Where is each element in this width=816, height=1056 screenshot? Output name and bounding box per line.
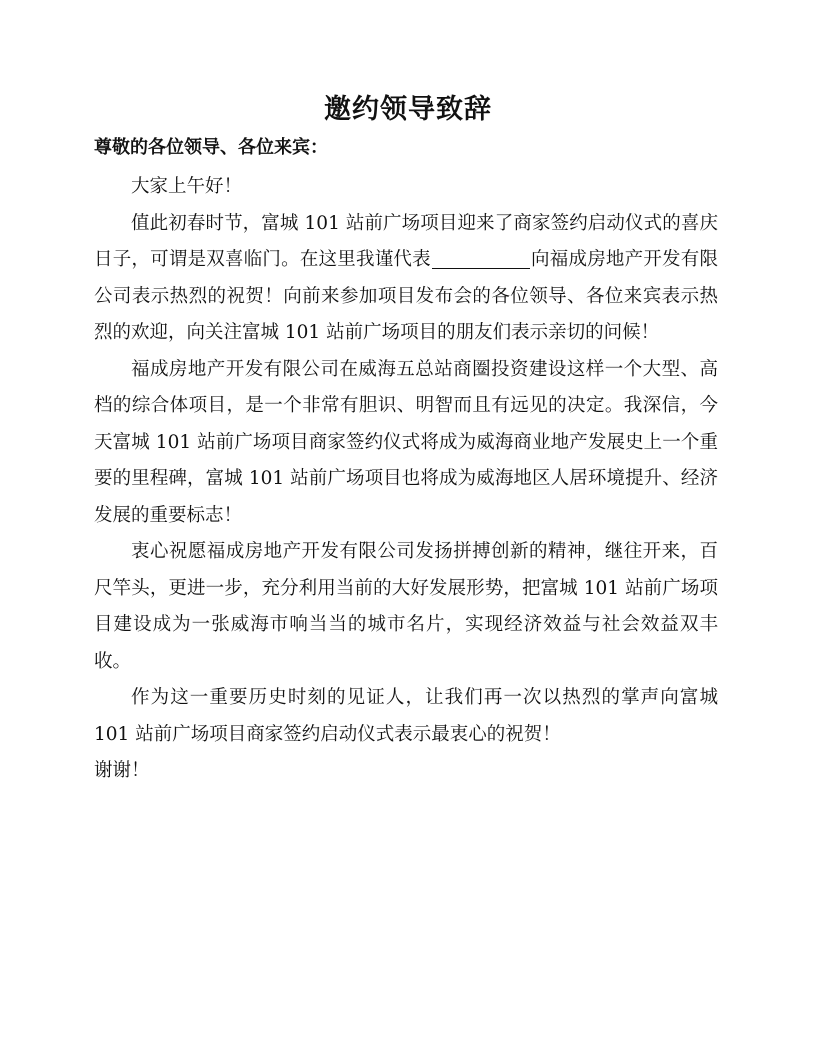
paragraph-project-significance: 福成房地产开发有限公司在威海五总站商圈投资建设这样一个大型、高档的综合体项目，是一个非常有胆识、明智而且有远见的决定。我深信，今天富城 101 站前广场项目商家签约仪式将成为威海商业地产发展史上一个重要的里程碑，富城 101 站前广场项目也将成为威海地区人居环境提升、经济发展的重要标志！ [94,358,718,526]
salutation: 尊敬的各位领导、各位来宾： [94,137,328,158]
fill-in-blank-line [432,248,530,269]
closing-thanks: 谢谢！ [94,760,150,781]
paragraph-congratulations [94,206,718,352]
greeting: 大家上午好！ [131,176,243,197]
document-body [94,169,718,790]
paragraph-applause: 作为这一重要历史时刻的见证人，让我们再一次以热烈的掌声向富城 101 站前广场项目商家签约启动仪式表示最衷心的祝贺！ [94,687,718,745]
document-title: 邀约领导致辞 [324,94,492,125]
paragraph-congratulations-part-1: 值此初春时节，富城 101 站前广场项目迎来了商家签约启动仪式的喜庆日子，可谓是双喜临门。在这里我谨代表 [94,212,718,270]
paragraph-congratulations-part-2: 向福成房地产开发有限公司表示热烈的祝贺！向前来参加项目发布会的各位领导、各位来宾表示热烈的欢迎，向关注富城 101 站前广场项目的朋友们表示亲切的问候！ [94,249,718,343]
paragraph-wishes: 衷心祝愿福成房地产开发有限公司发扬拼搏创新的精神，继往开来，百尺竿头，更进一步，充分利用当前的大好发展形势，把富城 101 站前广场项目建设成为一张威海市响当当的城市名片，实现经济效益与社会效益双丰收。 [94,541,718,672]
